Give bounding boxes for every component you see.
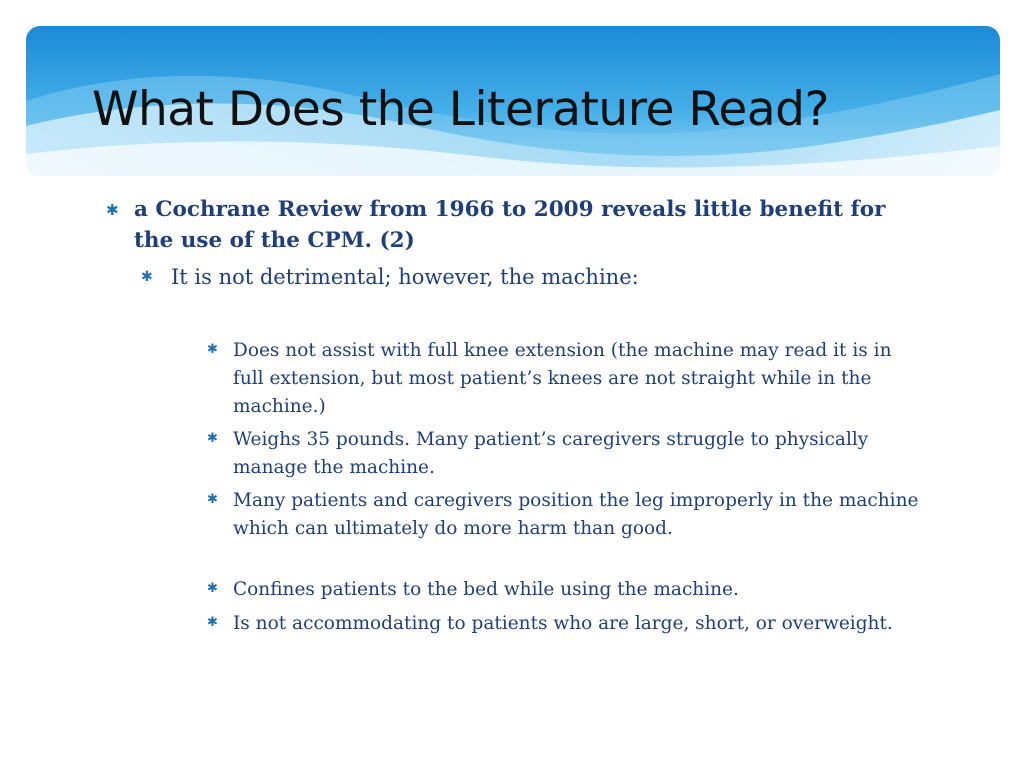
sub-bullet-leg-position	[207, 487, 923, 543]
asterisk-bullet-icon: ✱	[207, 492, 218, 507]
asterisk-bullet-icon: ✱	[207, 431, 218, 446]
sub-bullet-bed-confinement	[207, 576, 923, 604]
sub-bullet-text: Confines patients to the bed while using the machine.	[233, 579, 739, 600]
asterisk-bullet-icon: ✱	[207, 615, 218, 630]
asterisk-bullet-icon: ✱	[207, 342, 218, 357]
bullet-point-cochrane-review	[106, 194, 924, 256]
asterisk-bullet-icon: ✱	[106, 201, 119, 219]
sub-bullet-text: Many patients and caregivers position the leg improperly in the machine which can ultimately do more harm than good.	[233, 490, 919, 539]
sub-bullet-patient-size	[207, 610, 923, 638]
sub-bullet-knee-extension	[207, 337, 923, 421]
bullet-point-not-detrimental	[141, 262, 931, 293]
sub-bullet-text: Does not assist with full knee extension (the machine may read it is in full extension, but most patient’s knees are not straight while in the machine.)	[233, 340, 892, 417]
sub-bullet-weight	[207, 426, 923, 482]
sub-bullet-text: Weighs 35 pounds. Many patient’s caregivers struggle to physically manage the machine.	[233, 429, 869, 478]
bullet-text: It is not detrimental; however, the machine:	[171, 265, 639, 289]
asterisk-bullet-icon: ✱	[207, 581, 218, 596]
asterisk-bullet-icon: ✱	[141, 269, 153, 285]
sub-bullet-text: Is not accommodating to patients who are large, short, or overweight.	[233, 613, 893, 634]
slide-title: What Does the Literature Read?	[92, 82, 829, 137]
bullet-text: a Cochrane Review from 1966 to 2009 reveals little benefit for the use of the CPM. (2)	[134, 197, 886, 253]
